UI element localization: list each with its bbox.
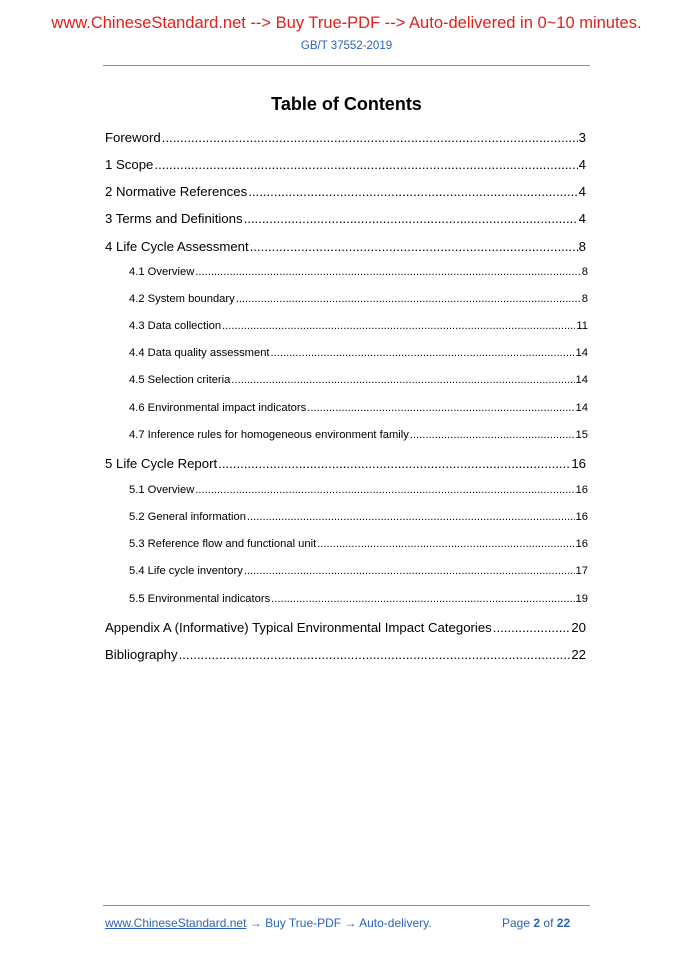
toc-entry-label: 5 Life Cycle Report (105, 456, 218, 471)
toc-entry-page: 8 (578, 239, 586, 254)
footer-divider (103, 905, 590, 906)
toc-entry[interactable] (129, 429, 588, 441)
toc-entry-page: 14 (575, 402, 588, 414)
toc-leader-dots (231, 374, 574, 386)
header-divider (103, 65, 590, 66)
toc-entry[interactable] (129, 402, 588, 414)
toc-entry-label: 2 Normative References (105, 184, 248, 199)
promo-banner[interactable]: www.ChineseStandard.net --> Buy True-PDF --> Auto-delivered in 0~10 minutes. (51, 14, 642, 32)
toc-entry[interactable] (129, 320, 588, 332)
of-word: of (543, 916, 554, 930)
toc-leader-dots (179, 647, 571, 662)
toc-entry[interactable] (105, 456, 586, 471)
toc-leader-dots (271, 593, 574, 605)
toc-leader-dots (248, 184, 577, 199)
toc-entry[interactable] (129, 565, 588, 577)
toc-entry-label: Foreword (105, 130, 161, 145)
toc-leader-dots (410, 429, 575, 441)
toc-entry[interactable] (129, 347, 588, 359)
toc-leader-dots (195, 266, 580, 278)
toc-entry[interactable] (105, 157, 586, 172)
toc-entry-page: 14 (575, 374, 588, 386)
toc-entry-page: 20 (571, 620, 586, 635)
toc-entry-page: 3 (578, 130, 586, 145)
toc-entry[interactable] (105, 239, 586, 254)
toc-leader-dots (317, 538, 574, 550)
toc-entry-page: 17 (575, 565, 588, 577)
toc-entry-label: 5.1 Overview (129, 484, 195, 496)
toc-entry-page: 4 (578, 157, 586, 172)
toc-leader-dots (271, 347, 575, 359)
toc-entry[interactable] (129, 374, 588, 386)
toc-entry[interactable] (105, 620, 586, 635)
toc-leader-dots (247, 511, 575, 523)
toc-entry-label: 5.2 General information (129, 511, 246, 523)
toc-entry-page: 19 (575, 593, 588, 605)
standard-code: GB/T 37552-2019 (300, 40, 393, 52)
footer-site-link[interactable]: www.ChineseStandard.net (105, 916, 247, 930)
toc-entry-label: 1 Scope (105, 157, 154, 172)
footer-promo-text: → Buy True-PDF → Auto-delivery. (246, 916, 432, 930)
toc-entry[interactable] (105, 211, 586, 226)
toc-entry-label: 5.3 Reference flow and functional unit (129, 538, 317, 550)
toc-entry-label: 4.5 Selection criteria (129, 374, 231, 386)
toc-entry-label: 4.3 Data collection (129, 320, 222, 332)
toc-entry-page: 15 (575, 429, 588, 441)
page-indicator (502, 916, 570, 930)
toc-entry[interactable] (105, 647, 586, 662)
toc-entry[interactable] (129, 538, 588, 550)
toc-leader-dots (154, 157, 577, 172)
toc-entry-page: 16 (575, 484, 588, 496)
toc-entry-page: 8 (581, 293, 588, 305)
total-pages: 22 (556, 916, 571, 930)
toc-entry-page: 4 (578, 211, 586, 226)
toc-entry[interactable] (129, 266, 588, 278)
toc-entry[interactable] (129, 484, 588, 496)
toc-entry[interactable] (105, 184, 586, 199)
toc-entry-label: 4.6 Environmental impact indicators (129, 402, 307, 414)
toc-entry-label: 4.1 Overview (129, 266, 195, 278)
toc-entry-label: 4.2 System boundary (129, 293, 235, 305)
toc-entry-label: 3 Terms and Definitions (105, 211, 243, 226)
toc-leader-dots (236, 293, 581, 305)
toc-leader-dots (162, 130, 578, 145)
toc-leader-dots (195, 484, 574, 496)
toc-entry-label: 4.7 Inference rules for homogeneous environment family (129, 429, 409, 441)
toc-entry-page: 16 (571, 456, 586, 471)
toc-entry-label: 4 Life Cycle Assessment (105, 239, 249, 254)
page-word: Page (502, 916, 531, 930)
current-page: 2 (533, 916, 541, 930)
toc-entry-page: 16 (575, 538, 588, 550)
toc-leader-dots (222, 320, 575, 332)
toc-entry[interactable] (129, 593, 588, 605)
toc-entry-label: Bibliography (105, 647, 178, 662)
toc-entry-label: 5.4 Life cycle inventory (129, 565, 243, 577)
toc-entry-page: 16 (575, 511, 588, 523)
toc-leader-dots (307, 402, 574, 414)
toc-entry-label: Appendix A (Informative) Typical Environmental Impact Categories (105, 620, 492, 635)
toc-entry-page: 11 (576, 320, 588, 332)
toc-leader-dots (250, 239, 578, 254)
toc-leader-dots (244, 211, 578, 226)
toc-leader-dots (244, 565, 575, 577)
toc-entry[interactable] (129, 293, 588, 305)
toc-entry[interactable] (105, 130, 586, 145)
toc-leader-dots (493, 620, 571, 635)
toc-entry-page: 14 (575, 347, 588, 359)
toc-title: Table of Contents (271, 94, 422, 114)
toc-entry-label: 4.4 Data quality assessment (129, 347, 270, 359)
toc-entry-page: 8 (581, 266, 588, 278)
toc-entry-label: 5.5 Environmental indicators (129, 593, 271, 605)
footer-promo (105, 916, 432, 930)
toc-entry-page: 4 (578, 184, 586, 199)
toc-entry-page: 22 (571, 647, 586, 662)
toc-leader-dots (218, 456, 570, 471)
toc-entry[interactable] (129, 511, 588, 523)
